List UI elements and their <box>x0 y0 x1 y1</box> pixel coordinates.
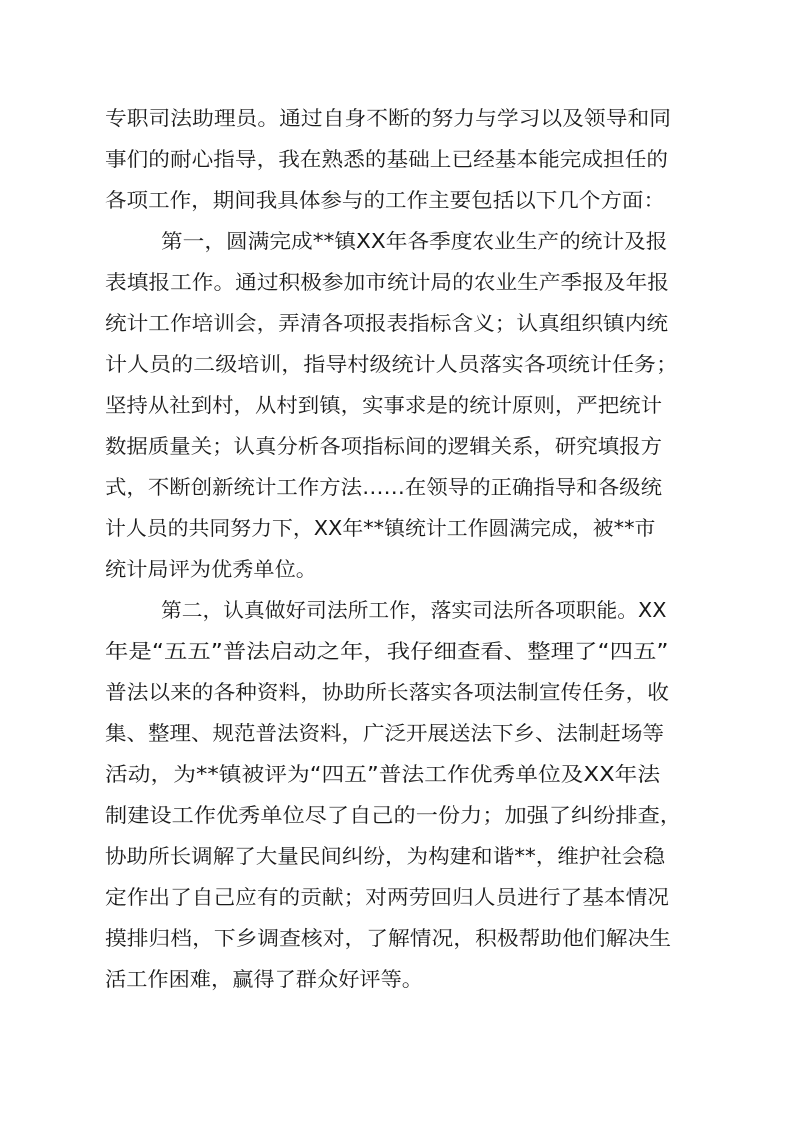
text-line-4: 第一，圆满完成**镇XX年各季度农业生产的统计及报 <box>161 229 668 253</box>
text-line-21: 摸排归档，下乡调查核对，了解情况，积极帮助他们解决生 <box>105 926 671 950</box>
text-line-11: 计人员的共同努力下，XX年**镇统计工作圆满完成，被**市 <box>105 516 656 540</box>
text-line-3: 各项工作，期间我具体参与的工作主要包括以下几个方面： <box>105 188 665 212</box>
text-line-6: 统计工作培训会，弄清各项报表指标含义；认真组织镇内统 <box>105 311 668 335</box>
text-line-15: 普法以来的各种资料，协助所长落实各项法制宣传任务，收 <box>105 680 669 704</box>
text-line-10: 式，不断创新统计工作方法……在领导的正确指导和各级统 <box>105 475 662 499</box>
text-line-7: 计人员的二级培训，指导村级统计人员落实各项统计任务； <box>105 352 678 376</box>
text-line-22: 活工作困难，赢得了群众好评等。 <box>105 967 423 991</box>
text-line-1: 专职司法助理员。通过自身不断的努力与学习以及领导和同 <box>105 106 671 130</box>
text-line-18: 制建设工作优秀单位尽了自己的一份力；加强了纠纷排查， <box>105 803 682 827</box>
text-line-16: 集、整理、规范普法资料，广泛开展送法下乡、法制赶场等 <box>105 721 664 745</box>
text-line-14: 年是“五五”普法启动之年，我仔细查看、整理了“四五” <box>105 639 669 663</box>
text-line-2: 事们的耐心指导，我在熟悉的基础上已经基本能完成担任的 <box>105 147 668 171</box>
text-line-8: 坚持从社到村，从村到镇，实事求是的统计原则，严把统计 <box>105 393 662 417</box>
text-line-9: 数据质量关；认真分析各项指标间的逻辑关系，研究填报方 <box>105 434 662 458</box>
text-line-17: 活动，为**镇被评为“四五”普法工作优秀单位及XX年法 <box>105 762 661 786</box>
text-line-20: 定作出了自己应有的贡献；对两劳回归人员进行了基本情况 <box>105 885 669 909</box>
text-line-13: 第二，认真做好司法所工作，落实司法所各项职能。XX <box>161 598 667 622</box>
text-line-5: 表填报工作。通过积极参加市统计局的农业生产季报及年报 <box>105 270 669 294</box>
text-line-19: 协助所长调解了大量民间纠纷，为构建和谐**，维护社会稳 <box>105 844 665 868</box>
text-line-12: 统计局评为优秀单位。 <box>105 557 317 581</box>
